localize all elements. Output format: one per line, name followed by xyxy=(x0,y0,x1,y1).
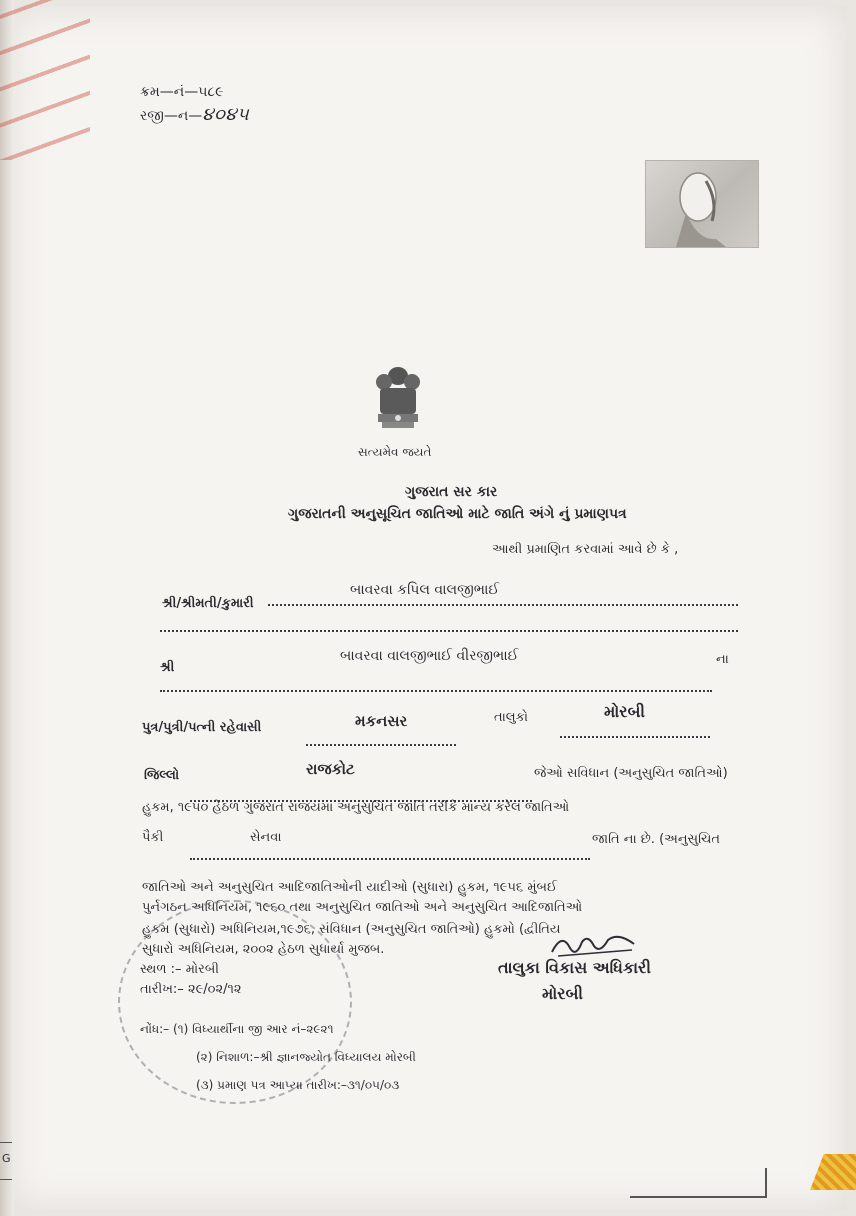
caste-dotted-line xyxy=(190,858,590,860)
motto-text: સત્યમેવ જયતે xyxy=(358,445,432,459)
date-row xyxy=(140,982,242,997)
body-line-3: પુર્નગઠન અધિનિયમ, ૧૯૬૦ તથા અનુસુચિત જાતિઓ અને અનુસુચિત આદિજાતિઓ xyxy=(142,900,583,915)
resident-dotted-line xyxy=(306,744,456,746)
date-value: ૨૯/૦૨/૧૨ xyxy=(187,982,242,997)
caste-prefix: પૈકી xyxy=(142,830,164,845)
edge-letter: G xyxy=(2,1152,11,1165)
registration-handwritten: ૪૦૪૫ xyxy=(202,104,250,125)
note-3: (૩) પ્રમાણ પત્ર આપ્યા તારીખ:–૩૧/૦૫/૦૩ xyxy=(196,1078,400,1092)
district-label: જિલ્લો xyxy=(144,768,180,783)
applicant-photo xyxy=(645,160,759,248)
note-2: (૨) નિશાળ:–શ્રી જ્ઞાનજ્યોત વિધ્યાલય મોરબી xyxy=(196,1050,416,1064)
red-stain-marks xyxy=(0,0,90,160)
caste-suffix: જાતિ ના છે. (અનુસુચિત xyxy=(592,832,721,847)
resident-label: પુત્ર/પુત્રી/પત્ની રહેવાસી xyxy=(142,720,262,735)
registration-number xyxy=(140,104,249,125)
name-dotted-line xyxy=(268,604,738,606)
bottom-corner-box xyxy=(630,1168,767,1198)
officer-title: તાલુકા વિકાસ અધિકારી xyxy=(498,958,651,977)
body-line-1: હુકમ, ૧૯૫૦ હેઠળ ગુજરાત રાજયમાં અનુસુચિત જાતિ તરીકે માન્ય કરેલ જાતિઓ xyxy=(142,800,570,815)
page-edge xyxy=(0,0,14,1216)
intro-text: આથી પ્રમાણિત કરવામાં આવે છે કે , xyxy=(492,542,679,557)
body-line-5: સુધારો અધિનિયમ, ૨૦૦૨ હેઠળ સુધાર્યા મુજબ. xyxy=(142,942,385,957)
caste-value: સેનવા xyxy=(250,830,282,845)
officer-signature-icon xyxy=(548,930,640,960)
resident-value: મકનસર xyxy=(355,712,408,730)
registration-prefix: રજી—ન— xyxy=(140,108,203,124)
father-dotted-line xyxy=(160,690,712,692)
body-line-4: હુકમ (સુધારો) અધિનિયમ,૧૯૭૬, સંવિધાન (અનુસુચિત જાતિઓ) હુકમો (દ્વીતિય xyxy=(142,922,561,937)
note-1: (૧) વિધ્યાર્થીના જી આર નં–૨૯૨૧ xyxy=(173,1022,334,1036)
body-line-2: જાતિઓ અને અનુસુચિત આદિજાતિઓની યાદીઓ (સુધારા) હુકમ, ૧૯૫૬ મુંબઈ xyxy=(142,880,558,895)
notes-label: નોંધ:– xyxy=(140,1022,170,1036)
photo-silhouette-icon xyxy=(646,161,758,247)
father-suffix: ના xyxy=(716,652,729,667)
name-label: શ્રી/શ્રીમતી/કુમારી xyxy=(162,596,254,611)
official-stamp xyxy=(118,900,352,1104)
father-value: બાવરવા વાલજીભાઈ વીરજીભાઈ xyxy=(340,648,519,664)
taluka-label: તાલુકો xyxy=(494,710,529,725)
officer-place: મોરબી xyxy=(542,984,583,1003)
serial-number: ક્રમ—નં—૫૮૯ xyxy=(140,84,224,100)
district-suffix: જેઓ સવિધાન (અનુસુચિત જાતિઓ) xyxy=(534,766,728,781)
taluka-dotted-line xyxy=(560,736,710,738)
place-value: મોરબી xyxy=(185,962,220,977)
place-label: સ્થળ :– xyxy=(140,962,182,977)
name-dotted-line-2 xyxy=(160,630,738,632)
district-value: રાજકોટ xyxy=(306,760,355,778)
taluka-value: મોરબી xyxy=(604,702,645,721)
father-label: શ્રી xyxy=(160,660,175,675)
place-row xyxy=(140,962,219,977)
date-label: તારીખ:– xyxy=(140,982,184,997)
government-title: ગુજરાત સર કાર xyxy=(405,484,498,500)
certificate-title: ગુજરાતની અનુસૂચિત જાતિઓ માટે જાતિ અંગે નું પ્રમાણપત્ર xyxy=(288,506,627,522)
name-value: બાવરવા કપિલ વાલજીભાઈ xyxy=(350,582,500,598)
national-emblem-icon xyxy=(370,362,426,442)
notes-row-1 xyxy=(140,1022,333,1037)
